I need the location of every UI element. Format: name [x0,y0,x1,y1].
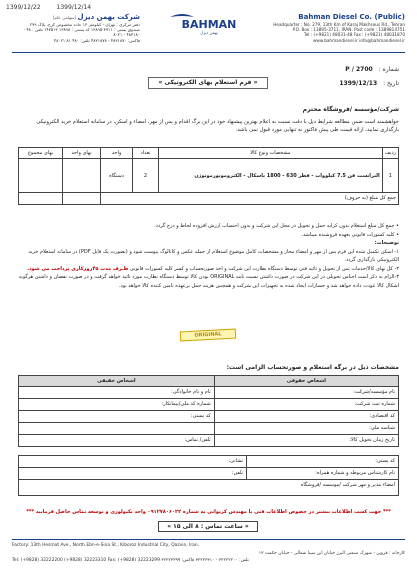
recipient: شرکت/مؤسسه /فروشگاه محترم [302,106,399,113]
header-divider [12,52,405,53]
date-value: 1399/12/13 [339,79,378,87]
table-row [19,423,399,435]
field-phone-contact[interactable]: تلفن/ تماس: [19,435,215,447]
term-2: ۲- کل بهای کالا/خدمات پس از تحویل و تائید فنی توسط دستگاه نظارت این شرکت و اخذ صورتحساب و کسر کلیه کسورات قانونی [129,265,399,272]
table-row [19,480,399,496]
cell-qty: 2 [133,159,159,193]
table-row [19,159,399,193]
items-table [18,147,399,205]
col-unit: واحد [101,148,133,159]
footer-address-fa: کارخانه : قزوین - شهرک صنعتی البرز خیابان ابن سینا شمالی - خیابان حکمت ۱۳ [258,550,405,556]
total-row [19,193,399,204]
field-signature[interactable]: امضاء مدیر و مهر شرکت /موسسه /فروشگاه [19,480,399,496]
field-economic-code[interactable]: کد اقتصادی: [214,411,398,423]
field-full-name[interactable]: نام و نام خانوادگی: [19,387,215,399]
en-po-box: P.O. Box : 13895-3711, IRAN. Post code : 1389814751 [292,27,405,32]
field-phone[interactable]: تلفن: [19,468,247,480]
field-national-code[interactable]: شماره کد ملی/پیمانکار: [19,399,215,411]
cell-unit-price[interactable] [63,159,101,193]
number-label: شماره : [378,66,399,73]
col-qty: تعداد [133,148,159,159]
field-registration-number[interactable]: شماره ثبت شرکت: [214,399,398,411]
field-postal-code-2[interactable]: کد پستی: [247,456,399,468]
bahman-logo-icon [162,13,257,35]
contact-hours: « ساعت تماس : ۸ الی ۱۵ » [158,521,258,532]
notes [18,222,399,290]
en-address: Headquarter : No. 279, 13th Km of Karaj Makhsous Rd., Tehran [273,21,405,27]
letter-meta [339,66,399,93]
original-stamp: ORIGINAL [180,329,236,342]
term-2-payment: ظـرف مدت ۴۵روزکاری پرداخت می شود. [27,265,129,272]
field-expert-name[interactable]: نام کارشناس مربوطه و شماره همراه: [247,468,399,480]
col-row: ردیف [382,148,398,159]
en-web: www.bahmandiesel.ir info@bahmandiesel.ir [312,37,405,43]
col-unit-price: بهای واحد [63,148,101,159]
form-title: « فرم استعلام بهای الکترونیکی » [148,77,268,89]
page-footer [12,539,405,564]
intro-paragraph: خواهشمند است ضمن مطالعه شرایط ذیل با دقت نسبت به اعلام بهترین پیشنهاد خود در این برگ اقدام و پس از مهر، امضاء و اسکن، در سامانه استعلام خرید الکترونیکی بارگذاری نمایید، ارائه قیمت طی پیش فاکتور نه تنهایی مورد قبول نمی باشد. [36,119,399,134]
note-2: • کلیه کسورات قانونی بعهده فروشنده میباشد. [301,231,399,238]
letterhead-fa [12,13,140,43]
term-1: ۱- اسکن تکمیل شده این فرم پس از مهر و امضاء مجاز و مشخصات کامل موضوع استعلام از جمله عکس و کاتالوگ پیوست شود و (بصورت یک فایل PDF) در سامانه استعلام خرید الکترونیکی بارگذاری گردد. [28,248,399,263]
cell-description: الترانست فن 7.5 کیلووات - قطر 630 - 1800 پاسکال - الکتروموتورموتوژن [159,159,383,193]
col-real: اشخاص حقیقی [19,376,215,387]
top-date-1: 1399/12/22 [6,4,41,11]
fa-fax: فاکس: ۴۸۳۱۸۷۰ - ۴۸۳۱۸۷۸ تلفن: ۴۸۰ ۸۱ ۴۸۰۲۱ [53,37,140,43]
field-company-name[interactable]: نام مؤسسه/شرکت: [214,387,398,399]
letterhead [12,13,405,51]
notes-subtitle: توضیحات: [374,240,399,246]
total-label: جمع کل مبلغ (به حروف) [101,193,399,204]
table-row [19,435,399,447]
table-row [19,411,399,423]
table-row [19,399,399,411]
cell-total-price[interactable] [19,159,63,193]
table-row [19,456,399,468]
col-description: مشخصات ونوع کالا [159,148,383,159]
fa-postal: صندوق پستی : ۳۷۱۱-۱۳۸۹۵ کد پستی : ۱۳۸۹۸ ۱۴۷۵۱۳ تلفن : ۴۸ - ۴۸۳۱۸۰ - ۸۰۲۱ [23,27,140,38]
items-header-row [19,148,399,159]
col-legal: اشخاص حقوقی [214,376,398,387]
date-label: تاریخ : [383,79,399,87]
table-row [19,387,399,399]
number-value: 2700 / P [345,66,373,73]
vendor-info-table [18,375,399,447]
field-address[interactable]: نشانی: [19,456,247,468]
en-phone: Tel : (+9821) 48031-48 Fax : (+9821) 48031870 [303,32,405,38]
fa-public: (سهامی عام) [52,15,77,20]
col-total-price: بهای مجموع [19,148,63,159]
cell-unit: دستگاه [101,159,133,193]
contact-info-table [18,455,399,496]
logo-sub: بهمن دیزل [200,30,218,35]
footer-address-en: Factory: 13th Hesmat Ave., North Ebn-e-Sina St., Kiboroz Industrial City, Qazvin, Iran. [12,543,200,548]
top-dates [6,4,105,12]
logo-text: BAHMAN [181,18,237,31]
field-delivery-date[interactable]: تاریخ زمان تحویل کالا: [214,435,398,447]
contact-note: *** جهت کسب اطلاعات بیشتر در خصوص اطلاعات فنی با مهندس کریوانی به شماره ۰۹۱۲۷۸۰۶۰۲۲ واحد تکنولوژی و توسعه تماس حاصل فرمایید *** [26,509,391,515]
table-row [19,468,399,480]
top-date-2: 1399/12/14 [56,4,92,11]
field-empty[interactable] [19,423,215,435]
note-1: • جمع کل مبلغ استعلام بدون کرایه حمل و تحویل در محل این شرکت و بدون احتساب ارزش افزوده لحاظ و درج گردد. [154,223,399,229]
vendor-table-header [19,376,399,387]
cell-row: 1 [382,159,398,193]
vendor-section-title: مشخصات ذیل در برگه استعلام و صورتحساب الزامی است: [226,364,399,371]
total-empty-2[interactable] [19,193,63,204]
fa-address: دفتر مرکزی : تهران - کیلومتر ۱۳ جاده مخصوص کرج، پلاک ۲۷۹ [29,21,140,27]
letterhead-en [255,13,405,43]
field-national-id[interactable]: شناسه ملی: [214,423,398,435]
total-empty-1[interactable] [63,193,101,204]
company-logo [162,13,257,37]
en-public: (Public) [374,13,405,21]
footer-contacts: Tel: (+9828) 32222200 (+9828) 32223310 Fax: (+9828) 32223299 تلفن: ۳۲۲۲۲۲۰۰ - ۳۲۲۲۳۳۱۰ فاکس: ۳۲۲۲۳۲۹۹ [12,558,249,563]
term-3: ۳-الزام به ذکر است اجناس تحویلی در این شرکت در صورت داشتن نسبت نامه ORIGINAL بودن کالا توسط دستگاه نظارت مورد تائید خواهد گرفت و در صورت نقصان و داشتن هرگونه اشکال کالا عودت داده خواهد شد و خسارات ایجاد شده به تجهیزات این شرکت و همچنین هزینه حمل برعهده تامین کننده کالا خواهد بود. [18,274,399,289]
en-company-name: Bahman Diesel Co. [298,13,373,21]
fa-company-name: شرکت بهمن دیزل [77,13,140,21]
field-postal-code[interactable]: کد پستی: [19,411,215,423]
